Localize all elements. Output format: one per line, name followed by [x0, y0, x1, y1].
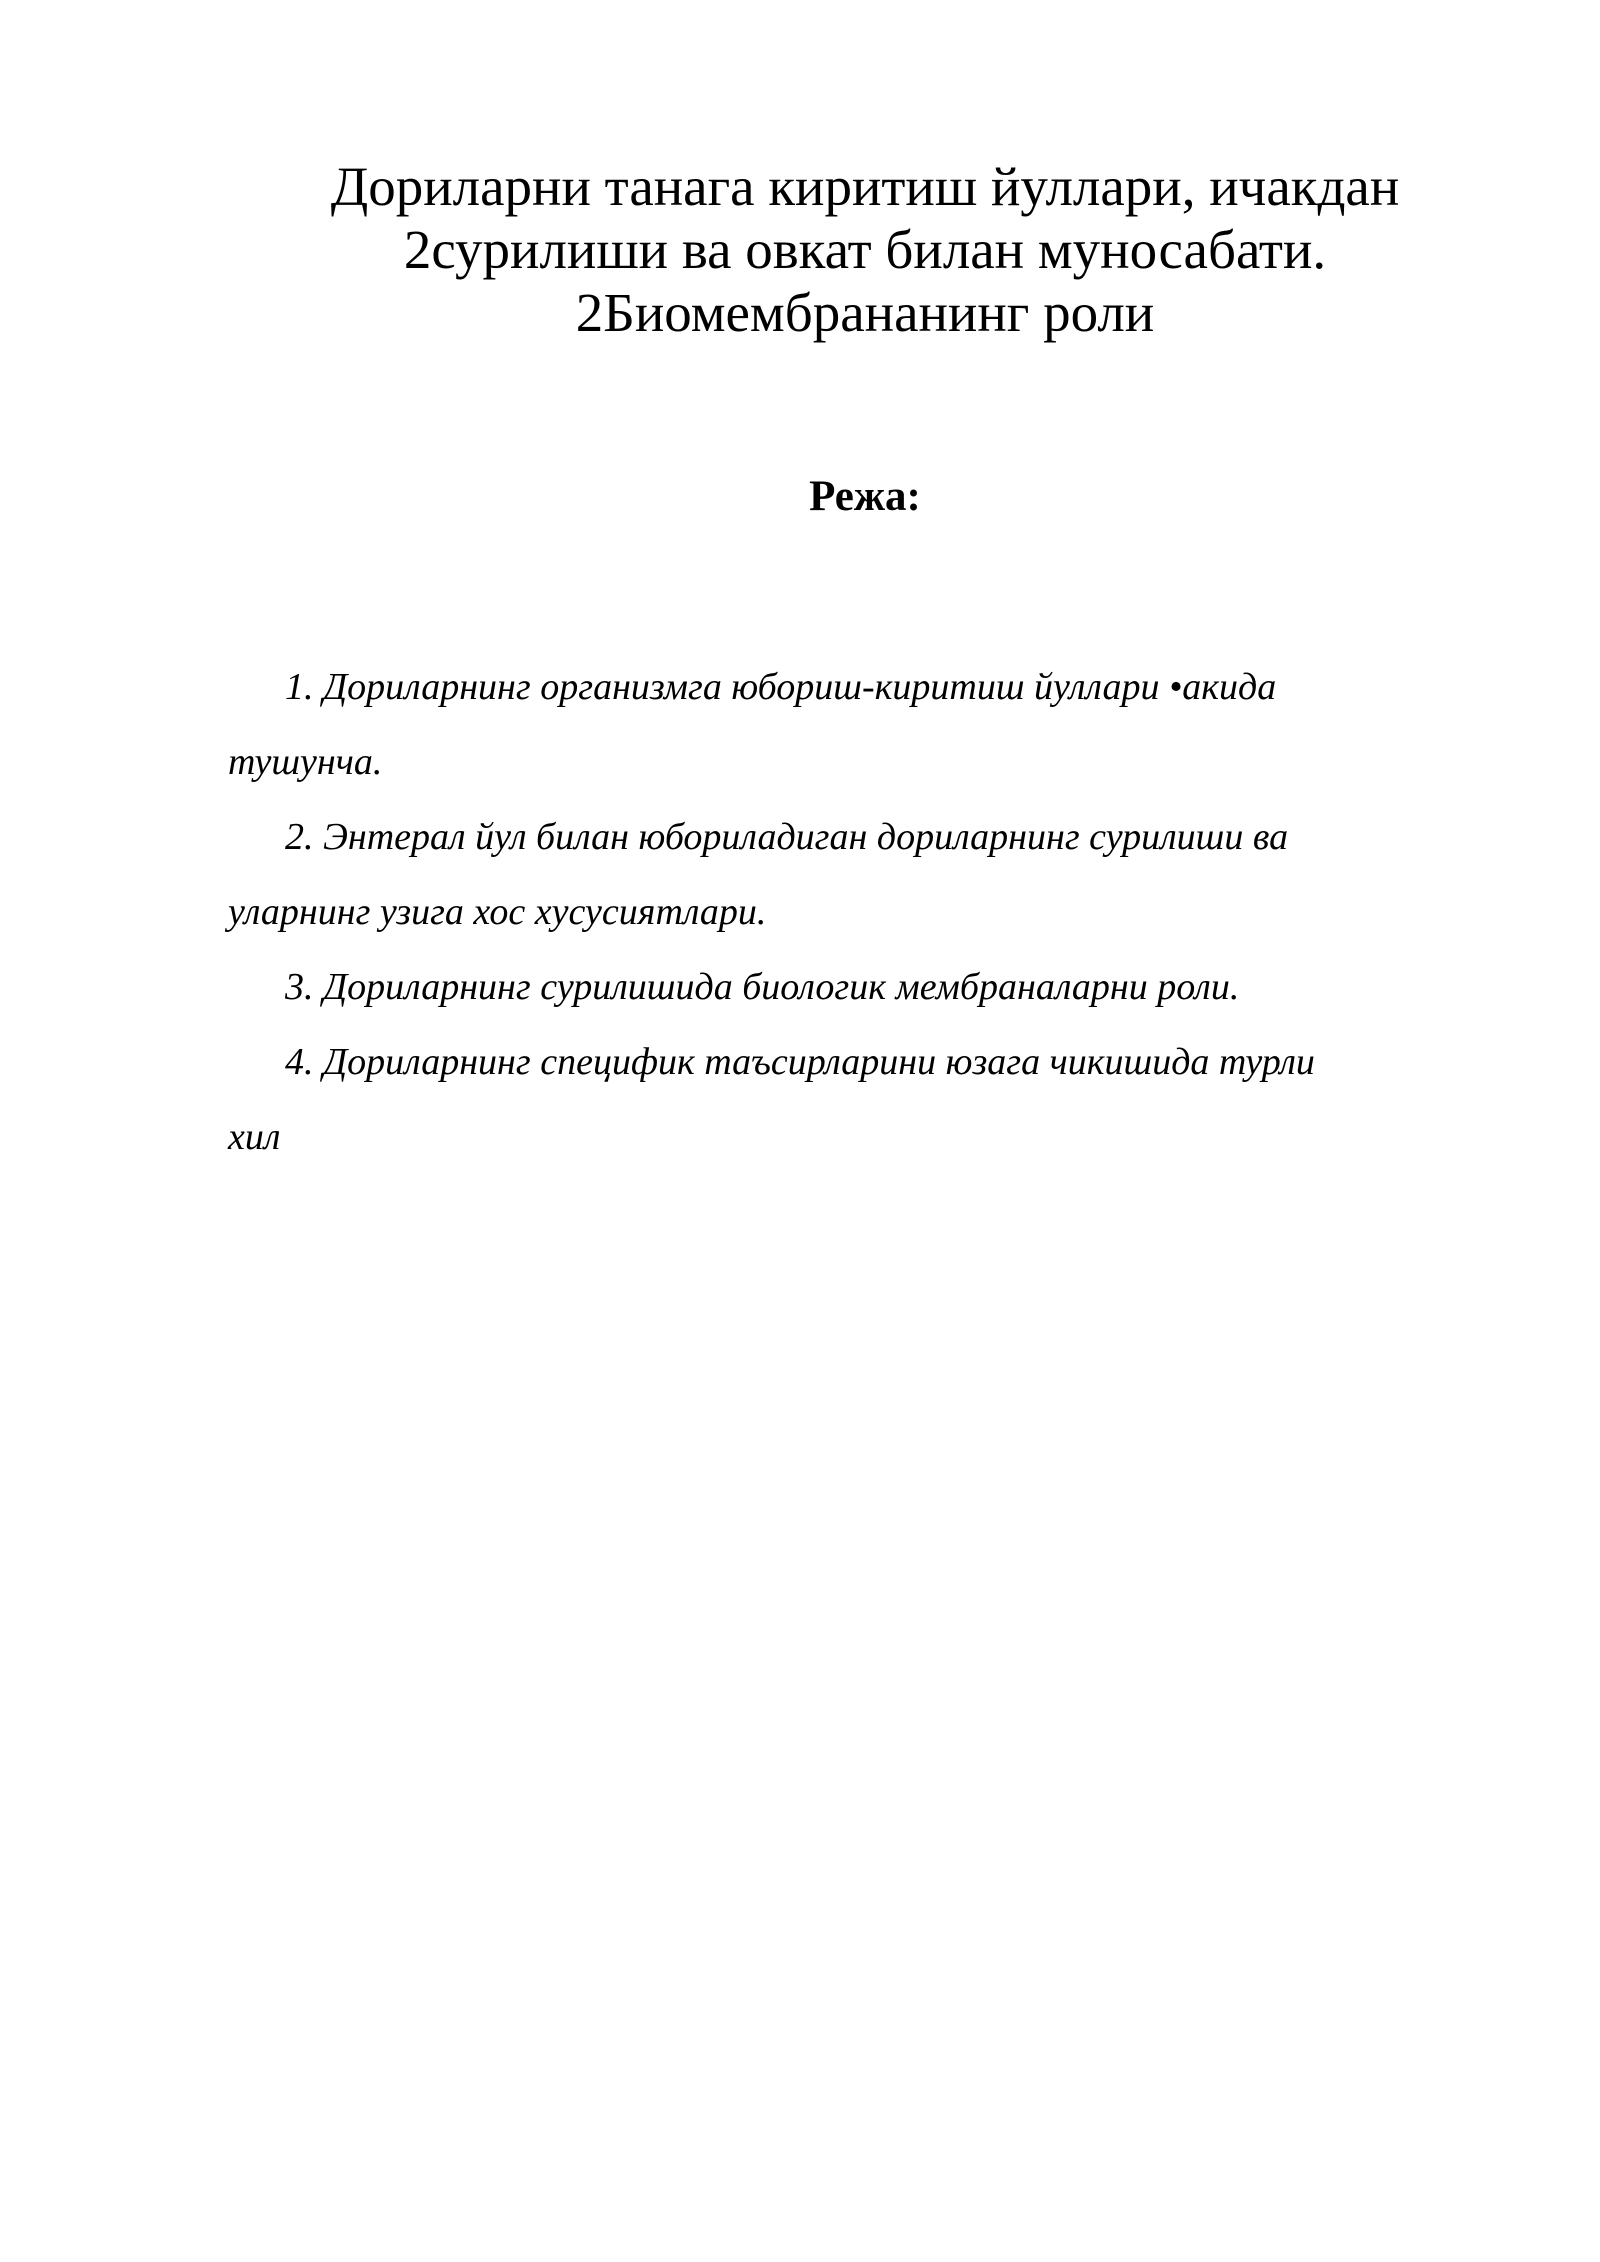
title-line: 2сурилиши ва овкат билан муносабати.: [403, 219, 1327, 280]
plan-heading: Режа:: [809, 473, 921, 520]
plan-item: [228, 1038, 1508, 1188]
document-title: [200, 155, 1530, 344]
plan-item-line: 3. Дориларнинг сурилишида биологик мембраналарни роли.: [285, 966, 1240, 1008]
plan-item-line: 2. Энтерал йул билан юбориладиган дориларнинг сурилиши ва: [285, 816, 1289, 858]
plan-item-line: 1. Дориларнинг организмга юбориш-киритиш йуллари •акида: [285, 666, 1277, 708]
title-line: 2Биомембрананинг роли: [575, 282, 1155, 343]
plan-item-line: уларнинг узига хос хусусиятлари.: [228, 891, 767, 933]
plan-item-line: 4. Дориларнинг специфик таъсирларини юзага чикишида турли: [285, 1041, 1315, 1083]
plan-item: [228, 663, 1508, 813]
title-line: Дориларни танага киритиш йуллари, ичакдан: [330, 156, 1400, 217]
plan-list: [228, 663, 1508, 1188]
plan-item-line: тушунча.: [228, 741, 383, 783]
plan-item: [228, 813, 1508, 963]
plan-item-line: хил: [228, 1116, 281, 1158]
plan-item: [228, 963, 1508, 1038]
